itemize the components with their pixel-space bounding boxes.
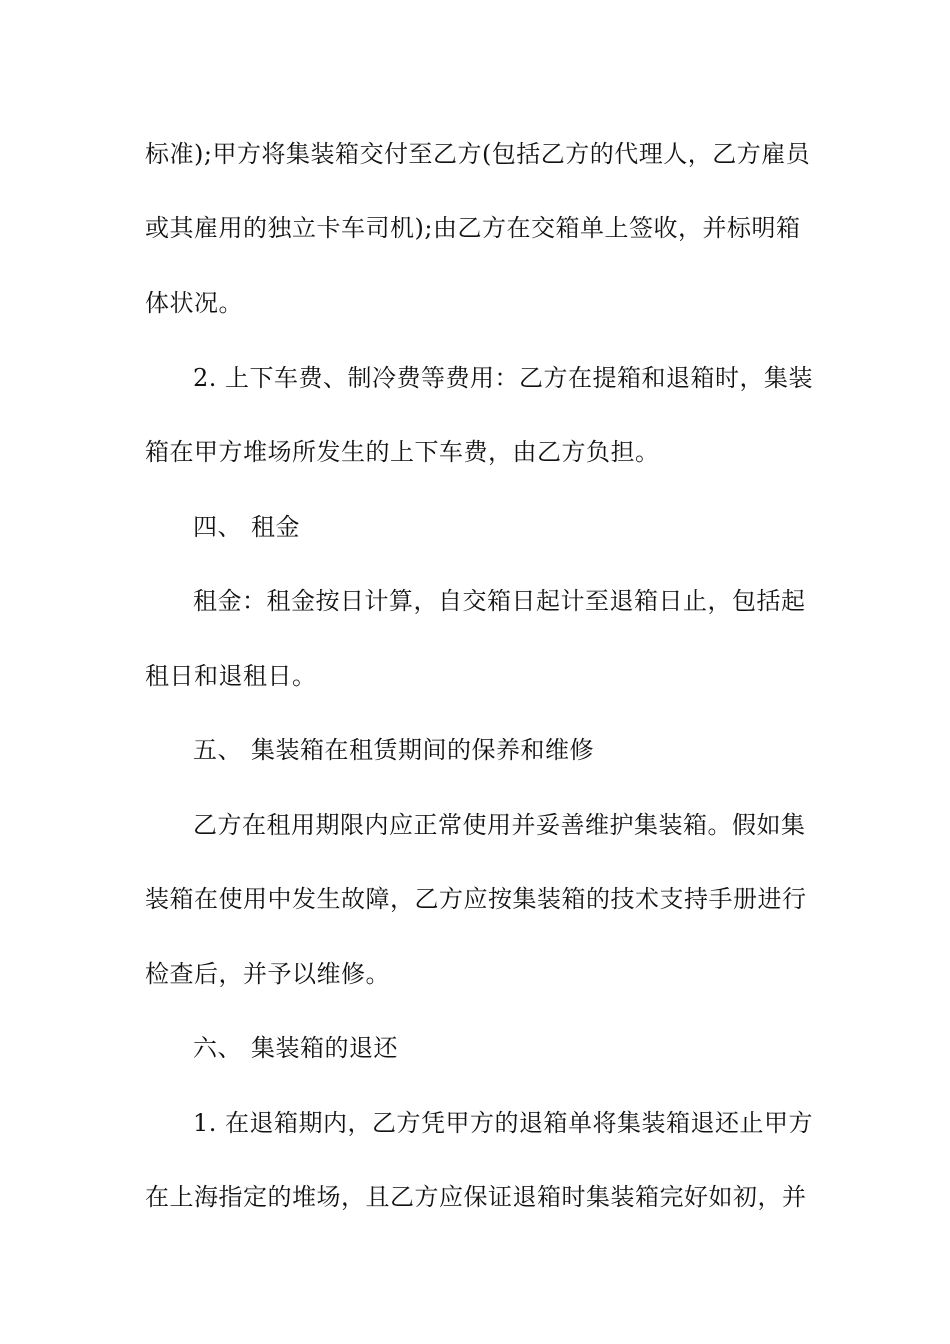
section-title: 集装箱的退还	[251, 1034, 398, 1062]
paragraph-line: 租日和退租日。	[145, 662, 317, 690]
section-number: 六、	[193, 1034, 242, 1062]
paragraph-line: 标准);甲方将集装箱交付至乙方(包括乙方的代理人，乙方雇员	[145, 140, 811, 168]
paragraph-line: 在上海指定的堆场，且乙方应保证退箱时集装箱完好如初，并	[145, 1183, 807, 1211]
section-title: 集装箱在租赁期间的保养和维修	[251, 736, 594, 764]
paragraph-line: 检查后，并予以维修。	[145, 960, 390, 988]
section-heading	[193, 734, 594, 766]
paragraph-line: 装箱在使用中发生故障，乙方应按集装箱的技术支持手册进行	[145, 885, 807, 913]
paragraph-line: 2. 上下车费、制冷费等费用：乙方在提箱和退箱时，集装	[193, 364, 814, 392]
paragraph-line: 乙方在租用期限内应正常使用并妥善维护集装箱。假如集	[193, 811, 806, 839]
section-number: 四、	[193, 513, 242, 541]
section-heading	[193, 511, 300, 543]
section-title: 租金	[251, 513, 300, 541]
paragraph-line: 体状况。	[145, 289, 243, 317]
paragraph-line: 1. 在退箱期内，乙方凭甲方的退箱单将集装箱退还止甲方	[193, 1109, 814, 1137]
section-heading	[193, 1032, 398, 1064]
section-number: 五、	[193, 736, 242, 764]
paragraph-line: 租金：租金按日计算，自交箱日起计至退箱日止，包括起	[193, 587, 806, 615]
paragraph-line: 箱在甲方堆场所发生的上下车费，由乙方负担。	[145, 438, 660, 466]
paragraph-line: 或其雇用的独立卡车司机);由乙方在交箱单上签收，并标明箱	[145, 214, 801, 242]
